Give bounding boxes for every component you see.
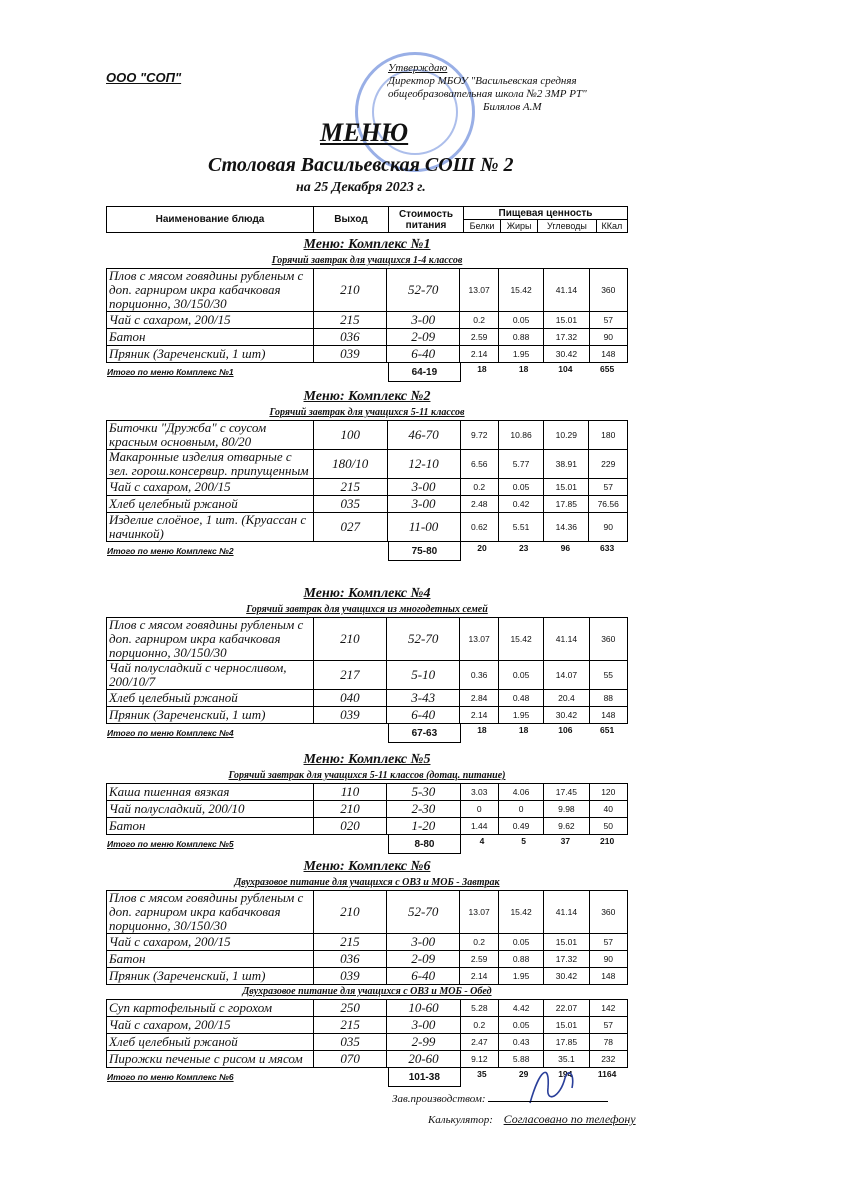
dish-output: 020	[313, 818, 386, 835]
carbs-cell: 41.14	[544, 269, 589, 312]
dish-name: Макаронные изделия отварные с зел. горош.консервир. припущенным	[107, 450, 314, 479]
header-name: Наименование блюда	[107, 207, 314, 233]
carbs-cell: 38.91	[544, 450, 589, 479]
dish-cost: 3-00	[387, 496, 460, 513]
dish-output: 039	[313, 346, 386, 363]
kcal-cell: 57	[589, 479, 628, 496]
fats-cell: 15.42	[498, 618, 543, 661]
dish-cost: 6-40	[387, 707, 460, 724]
dish-output: 036	[313, 951, 386, 968]
menu-table	[106, 420, 628, 542]
table-row	[107, 450, 628, 479]
header-output: Выход	[314, 207, 389, 233]
group-subtitle: Горячий завтрак для учащихся 5-11 классов (дотац. питание)	[228, 770, 506, 781]
group-subtitle: Горячий завтрак для учащихся из многодетных семей	[246, 604, 488, 615]
dish-cost: 52-70	[387, 618, 460, 661]
dish-name: Плов с мясом говядины рубленым с доп. гарниром икра кабачковая порционно, 30/150/30	[107, 269, 314, 312]
carbs-cell: 9.98	[544, 801, 589, 818]
calculator-line	[428, 1112, 636, 1127]
kcal-cell: 90	[589, 513, 628, 542]
total-label: Итого по меню Комплекс №4	[107, 728, 234, 739]
dish-cost: 3-00	[387, 479, 460, 496]
kcal-cell: 229	[589, 450, 628, 479]
carbs-cell: 14.36	[544, 513, 589, 542]
approval-block	[388, 62, 587, 114]
fats-cell: 0.05	[498, 479, 543, 496]
kcal-cell: 360	[589, 269, 627, 312]
carbs-cell: 17.85	[544, 1034, 589, 1051]
total-spacer	[312, 724, 388, 743]
dish-cost: 12-10	[387, 450, 460, 479]
fats-cell: 15.42	[498, 891, 543, 934]
fats-cell: 1.95	[498, 346, 543, 363]
kcal-cell: 78	[589, 1034, 627, 1051]
dish-cost: 3-00	[387, 312, 460, 329]
dish-output: 039	[313, 707, 386, 724]
kcal-cell: 57	[589, 312, 627, 329]
fats-cell: 0.42	[498, 496, 543, 513]
table-row	[107, 968, 628, 985]
fats-cell: 0.49	[498, 818, 543, 835]
proteins-cell: 2.14	[460, 968, 499, 985]
dish-name: Чай полусладкий с черносливом, 200/10/7	[107, 661, 314, 690]
dish-name: Батон	[107, 818, 314, 835]
kcal-cell: 180	[589, 421, 628, 450]
approval-line-3: общеобразовательная школа №2 ЗМР РТ"	[388, 88, 587, 100]
fats-cell: 0.05	[498, 312, 543, 329]
total-kcal: 1164	[597, 1069, 617, 1079]
table-row	[107, 618, 628, 661]
dish-output: 210	[313, 618, 386, 661]
kcal-cell: 57	[589, 1017, 627, 1034]
total-fats: 5	[521, 836, 527, 846]
kcal-cell: 40	[589, 801, 627, 818]
total-carbs: 194	[558, 1069, 573, 1079]
proteins-cell: 0	[460, 801, 498, 818]
carbs-cell: 9.62	[544, 818, 589, 835]
group-subtitle: Двухразовое питание для учащихся с ОВЗ и МОБ - Завтрак	[234, 877, 500, 888]
proteins-cell: 1.44	[460, 818, 498, 835]
section-total	[106, 363, 628, 382]
fats-cell: 0.05	[498, 661, 543, 690]
table-row	[107, 421, 628, 450]
table-row	[107, 818, 628, 835]
section-total	[106, 542, 628, 561]
proteins-cell: 9.12	[460, 1051, 498, 1068]
carbs-cell: 17.85	[544, 496, 589, 513]
approval-line-1: Утверждаю	[388, 62, 448, 74]
total-spacer	[312, 835, 388, 854]
kcal-cell: 148	[589, 968, 627, 985]
dish-name: Пряник (Зареченский, 1 шт)	[107, 968, 314, 985]
menu-section	[106, 585, 628, 743]
table-row	[107, 312, 628, 329]
dish-name: Суп картофельный с горохом	[107, 1000, 314, 1017]
kcal-cell: 90	[589, 329, 627, 346]
header-fats: Жиры	[501, 220, 538, 233]
dish-cost: 2-30	[387, 801, 460, 818]
kcal-cell: 57	[589, 934, 627, 951]
total-carbs: 106	[558, 725, 573, 735]
dish-cost: 3-00	[387, 1017, 460, 1034]
kcal-cell: 88	[589, 690, 627, 707]
approval-line-4: Билялов А.М	[483, 101, 542, 113]
production-signature-line	[488, 1101, 608, 1102]
table-row	[107, 801, 628, 818]
dish-cost: 46-70	[387, 421, 460, 450]
section-total	[106, 724, 628, 743]
kcal-cell: 55	[589, 661, 627, 690]
dish-name: Плов с мясом говядины рубленым с доп. гарниром икра кабачковая порционно, 30/150/30	[107, 891, 314, 934]
kcal-cell: 120	[589, 784, 627, 801]
dish-cost: 52-70	[387, 891, 460, 934]
total-cost: 67-63	[388, 724, 460, 743]
dish-output: 036	[313, 329, 386, 346]
fats-cell: 10.86	[498, 421, 543, 450]
total-cost: 75-80	[388, 542, 460, 561]
dish-output: 217	[313, 661, 386, 690]
proteins-cell: 0.2	[460, 479, 498, 496]
table-header	[106, 206, 628, 233]
menu-table	[106, 617, 628, 724]
total-cost: 64-19	[388, 363, 460, 382]
dish-name: Пряник (Зареченский, 1 шт)	[107, 707, 314, 724]
carbs-cell: 30.42	[544, 707, 589, 724]
fats-cell: 5.51	[498, 513, 543, 542]
dish-name: Чай с сахаром, 200/15	[107, 479, 314, 496]
dish-name: Плов с мясом говядины рубленым с доп. гарниром икра кабачковая порционно, 30/150/30	[107, 618, 314, 661]
kcal-cell: 90	[589, 951, 627, 968]
kcal-cell: 50	[589, 818, 627, 835]
dish-name: Хлеб целебный ржаной	[107, 1034, 314, 1051]
table-row	[107, 1034, 628, 1051]
dish-name: Чай с сахаром, 200/15	[107, 312, 314, 329]
fats-cell: 0.88	[498, 951, 543, 968]
total-proteins: 18	[477, 364, 487, 374]
total-label: Итого по меню Комплекс №5	[107, 839, 234, 850]
table-row	[107, 329, 628, 346]
menu-table	[106, 890, 628, 985]
dish-name: Пряник (Зареченский, 1 шт)	[107, 346, 314, 363]
dish-cost: 3-43	[387, 690, 460, 707]
total-proteins: 20	[477, 543, 487, 553]
header-proteins: Белки	[464, 220, 501, 233]
carbs-cell: 15.01	[544, 479, 589, 496]
menu-date: на 25 Декабря 2023 г.	[296, 180, 426, 195]
total-carbs: 37	[560, 836, 571, 846]
proteins-cell: 3.03	[460, 784, 498, 801]
dish-cost: 3-00	[387, 934, 460, 951]
total-kcal: 210	[600, 836, 615, 846]
group-subtitle: Двухразовое питание для учащихся с ОВЗ и МОБ - Обед	[242, 986, 492, 997]
dish-output: 070	[313, 1051, 386, 1068]
carbs-cell: 10.29	[544, 421, 589, 450]
header-cost: Стоимость питания	[389, 207, 464, 233]
menu-table	[106, 268, 628, 363]
dish-cost: 20-60	[387, 1051, 460, 1068]
group-subtitle: Горячий завтрак для учащихся 1-4 классов	[271, 255, 463, 266]
dish-name: Каша пшенная вязкая	[107, 784, 314, 801]
section-title: Меню: Комплекс №1	[303, 237, 431, 252]
carbs-cell: 41.14	[544, 618, 589, 661]
table-row	[107, 707, 628, 724]
section-title: Меню: Комплекс №2	[303, 389, 431, 404]
menu-section	[106, 858, 628, 1087]
fats-cell: 0	[498, 801, 543, 818]
total-label: Итого по меню Комплекс №2	[107, 546, 234, 557]
fats-cell: 5.88	[499, 1051, 544, 1068]
dish-output: 215	[313, 934, 386, 951]
proteins-cell: 2.59	[460, 951, 499, 968]
dish-name: Изделие слоёное, 1 шт. (Круассан с начинкой)	[107, 513, 314, 542]
dish-name: Батон	[107, 951, 314, 968]
menu-section	[106, 751, 628, 854]
kcal-cell: 76.56	[589, 496, 628, 513]
dish-name: Чай полусладкий, 200/10	[107, 801, 314, 818]
menu-section	[106, 388, 628, 561]
total-label: Итого по меню Комплекс №1	[107, 367, 234, 378]
total-spacer	[312, 1068, 388, 1087]
dish-cost: 11-00	[387, 513, 460, 542]
header-nutrition: Пищевая ценность	[464, 207, 628, 220]
fats-cell: 0.43	[499, 1034, 544, 1051]
fats-cell: 0.05	[498, 934, 543, 951]
dish-cost: 5-30	[387, 784, 460, 801]
fats-cell: 15.42	[498, 269, 543, 312]
kcal-cell: 360	[589, 618, 627, 661]
proteins-cell: 13.07	[460, 891, 499, 934]
carbs-cell: 15.01	[544, 934, 589, 951]
total-proteins: 18	[477, 725, 487, 735]
table-row	[107, 690, 628, 707]
proteins-cell: 2.48	[460, 496, 498, 513]
dish-output: 250	[313, 1000, 386, 1017]
proteins-cell: 5.28	[460, 1000, 498, 1017]
total-fats: 18	[518, 725, 529, 735]
proteins-cell: 13.07	[460, 269, 499, 312]
table-row	[107, 934, 628, 951]
fats-cell: 4.06	[498, 784, 543, 801]
dish-output: 035	[313, 496, 387, 513]
carbs-cell: 30.42	[544, 968, 589, 985]
organization-name: ООО "СОП"	[106, 70, 182, 85]
proteins-cell: 2.14	[460, 707, 499, 724]
dish-cost: 6-40	[387, 968, 460, 985]
kcal-cell: 148	[589, 707, 627, 724]
header-carbs: Углеводы	[538, 220, 597, 233]
proteins-cell: 2.47	[460, 1034, 498, 1051]
dish-name: Пирожки печеные с рисом и мясом	[107, 1051, 314, 1068]
kcal-cell: 360	[589, 891, 627, 934]
total-spacer	[312, 363, 388, 382]
proteins-cell: 0.2	[460, 1017, 498, 1034]
dish-output: 215	[313, 1017, 386, 1034]
dish-output: 040	[313, 690, 386, 707]
carbs-cell: 15.01	[544, 1017, 589, 1034]
table-row	[107, 496, 628, 513]
proteins-cell: 0.2	[460, 934, 499, 951]
approval-line-2: Директор МБОУ "Васильевская средняя	[388, 75, 577, 87]
group-subtitle: Горячий завтрак для учащихся 5-11 классов	[269, 407, 465, 418]
section-title: Меню: Комплекс №5	[303, 752, 431, 767]
fats-cell: 0.05	[499, 1017, 544, 1034]
fats-cell: 0.88	[498, 329, 543, 346]
table-row	[107, 346, 628, 363]
table-row	[107, 1000, 628, 1017]
total-cost: 101-38	[388, 1068, 460, 1087]
proteins-cell: 0.36	[460, 661, 499, 690]
dish-cost: 1-20	[387, 818, 460, 835]
total-kcal: 633	[600, 543, 615, 553]
total-kcal: 651	[600, 725, 615, 735]
fats-cell: 1.95	[498, 707, 543, 724]
calculator-label: Калькулятор:	[428, 1114, 493, 1126]
dish-cost: 52-70	[387, 269, 460, 312]
total-cost: 8-80	[388, 835, 460, 854]
dish-name: Хлеб целебный ржаной	[107, 496, 314, 513]
menu-section	[106, 236, 628, 382]
dish-output: 210	[313, 269, 386, 312]
carbs-cell: 20.4	[544, 690, 589, 707]
table-row	[107, 1017, 628, 1034]
dish-cost: 10-60	[387, 1000, 460, 1017]
page-subtitle: Столовая Васильевская СОШ № 2	[208, 154, 514, 176]
table-row	[107, 269, 628, 312]
fats-cell: 4.42	[499, 1000, 544, 1017]
table-row	[107, 891, 628, 934]
total-fats: 29	[518, 1069, 529, 1079]
carbs-cell: 17.32	[544, 951, 589, 968]
carbs-cell: 35.1	[544, 1051, 589, 1068]
total-proteins: 35	[477, 1069, 487, 1079]
proteins-cell: 2.14	[460, 346, 499, 363]
proteins-cell: 0.2	[460, 312, 499, 329]
total-carbs: 96	[560, 543, 571, 553]
header-kcal: ККал	[596, 220, 627, 233]
carbs-cell: 22.07	[544, 1000, 589, 1017]
dish-cost: 2-09	[387, 951, 460, 968]
dish-name: Чай с сахаром, 200/15	[107, 1017, 314, 1034]
table-row	[107, 661, 628, 690]
carbs-cell: 17.45	[544, 784, 589, 801]
dish-output: 210	[313, 891, 386, 934]
fats-cell: 0.48	[498, 690, 543, 707]
total-kcal: 655	[600, 364, 615, 374]
page-title: МЕНЮ	[320, 118, 409, 147]
total-carbs: 104	[558, 364, 573, 374]
kcal-cell: 232	[589, 1051, 627, 1068]
dish-output: 035	[313, 1034, 386, 1051]
dish-name: Биточки "Дружба" с соусом красным основным, 80/20	[107, 421, 314, 450]
dish-output: 215	[313, 312, 386, 329]
carbs-cell: 30.42	[544, 346, 589, 363]
dish-output: 180/10	[313, 450, 387, 479]
total-label: Итого по меню Комплекс №6	[107, 1072, 234, 1083]
total-spacer	[312, 542, 388, 561]
dish-output: 110	[313, 784, 386, 801]
dish-name: Чай с сахаром, 200/15	[107, 934, 314, 951]
carbs-cell: 41.14	[544, 891, 589, 934]
dish-output: 210	[313, 801, 386, 818]
dish-output: 027	[313, 513, 387, 542]
dish-output: 100	[313, 421, 387, 450]
carbs-cell: 17.32	[544, 329, 589, 346]
dish-cost: 2-09	[387, 329, 460, 346]
proteins-cell: 13.07	[460, 618, 499, 661]
carbs-cell: 14.07	[544, 661, 589, 690]
proteins-cell: 9.72	[460, 421, 498, 450]
dish-output: 039	[313, 968, 386, 985]
dish-cost: 6-40	[387, 346, 460, 363]
dish-output: 215	[313, 479, 387, 496]
table-row	[107, 513, 628, 542]
menu-table	[106, 783, 628, 835]
proteins-cell: 0.62	[460, 513, 498, 542]
proteins-cell: 2.59	[460, 329, 499, 346]
dish-cost: 5-10	[387, 661, 460, 690]
production-label: Зав.производством:	[392, 1093, 486, 1105]
proteins-cell: 2.84	[460, 690, 499, 707]
carbs-cell: 15.01	[544, 312, 589, 329]
table-row	[107, 784, 628, 801]
fats-cell: 1.95	[498, 968, 543, 985]
section-title: Меню: Комплекс №4	[303, 586, 431, 601]
fats-cell: 5.77	[498, 450, 543, 479]
table-row	[107, 479, 628, 496]
section-total	[106, 835, 628, 854]
dish-name: Хлеб целебный ржаной	[107, 690, 314, 707]
section-title: Меню: Комплекс №6	[303, 859, 431, 874]
kcal-cell: 142	[589, 1000, 627, 1017]
table-row	[107, 951, 628, 968]
proteins-cell: 6.56	[460, 450, 498, 479]
dish-name: Батон	[107, 329, 314, 346]
kcal-cell: 148	[589, 346, 627, 363]
total-fats: 23	[518, 543, 529, 553]
production-signature	[392, 1093, 608, 1105]
total-proteins: 4	[479, 836, 485, 846]
dish-cost: 2-99	[387, 1034, 460, 1051]
calculator-value: Согласовано по телефону	[503, 1112, 636, 1126]
total-fats: 18	[518, 364, 529, 374]
